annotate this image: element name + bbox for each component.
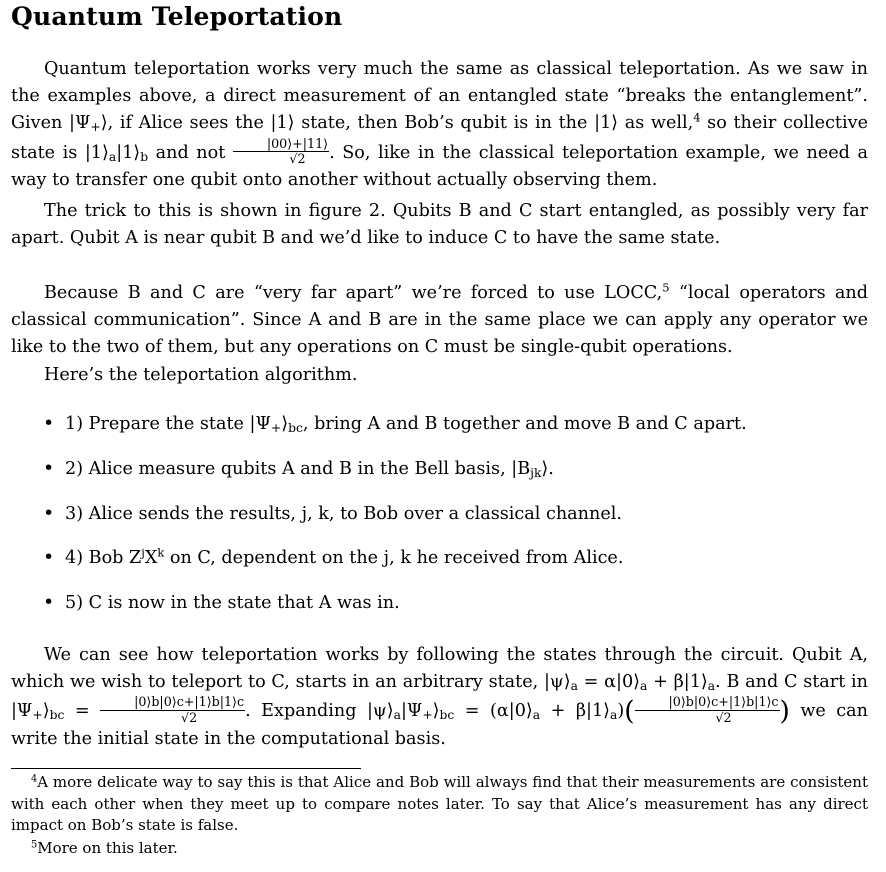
text-span: Because B and C are “very far apart” we’re forced to use LOCC, bbox=[44, 283, 663, 303]
text-span: , bring A and B together and move B and C apart. bbox=[302, 414, 747, 434]
superscript: j bbox=[141, 545, 145, 560]
subscript: a bbox=[610, 708, 618, 723]
subscript: jk bbox=[530, 466, 542, 481]
list-item bbox=[43, 502, 622, 524]
subscript: a bbox=[108, 149, 117, 164]
paren-close: ) bbox=[779, 696, 790, 728]
bullet-icon: • bbox=[43, 412, 55, 434]
text-span: “local operators and classical communication”. Since A and B are in the same place we can apply any operator we like to the two of them, but any operations on C must be single-qubit operations. bbox=[11, 283, 868, 358]
text-span: 3) Alice sends the results, j, k, to Bob over a classical channel. bbox=[65, 504, 622, 524]
fraction-bc-state-expanded bbox=[635, 696, 780, 724]
text-span: + β|1⟩ bbox=[647, 672, 708, 693]
text-span: so their collective state is |1⟩ bbox=[11, 113, 868, 163]
text-span: ⟩ bbox=[432, 701, 440, 722]
paragraph-locc bbox=[11, 280, 868, 362]
bullet-icon: • bbox=[43, 502, 55, 524]
text-span: . So, like in the classical teleportation example, we need a way to transfer one qubit onto another without actually observing them. bbox=[11, 142, 868, 190]
fraction-denominator: √2 bbox=[289, 151, 306, 167]
subscript: a bbox=[393, 708, 401, 723]
text-span: and not bbox=[148, 142, 233, 163]
text-span: ⟩. bbox=[541, 459, 554, 479]
fraction-numerator: |00⟩+|11⟩ bbox=[233, 138, 329, 153]
subscript: b bbox=[140, 149, 149, 164]
text-span: 2) Alice measure qubits A and B in the Bell basis, |B bbox=[65, 459, 531, 479]
text-span: ⟩ bbox=[281, 414, 289, 434]
subscript: + bbox=[422, 708, 433, 723]
fraction-bc-state bbox=[100, 696, 245, 724]
fraction-numerator: |0⟩b|0⟩c+|1⟩b|1⟩c bbox=[635, 696, 780, 711]
list-item bbox=[43, 546, 623, 568]
paragraph-algorithm-intro: Here’s the teleportation algorithm. bbox=[44, 365, 358, 385]
fraction-bell-state bbox=[233, 135, 329, 167]
paragraph-states bbox=[11, 642, 868, 753]
subscript: bc bbox=[439, 708, 455, 723]
footnote-ref-5[interactable]: 5 bbox=[662, 280, 670, 295]
footnote-text: A more delicate way to say this is that Alice and Bob will always find that their measurements are consistent with each other when they meet up to compare notes later. To say that Alice’s measurement has any direct impact on Bob’s state is false. bbox=[11, 773, 868, 834]
text-span: 1) Prepare the state |Ψ bbox=[65, 414, 271, 434]
text-span: We can see how teleportation works by following the states through the circuit. Qubit A, which we wish to teleport to C, starts in an arbitrary state, |ψ⟩ bbox=[11, 645, 868, 693]
section-title: Quantum Teleportation bbox=[11, 2, 343, 31]
text-span: |Ψ bbox=[400, 701, 423, 722]
subscript: a bbox=[707, 679, 716, 694]
fraction-denominator: √2 bbox=[715, 710, 732, 726]
bullet-icon: • bbox=[43, 457, 55, 479]
paragraph-trick: The trick to this is shown in figure 2. Qubits B and C start entangled, as possibly very far apart. Qubit A is near qubit B and we’d like to induce C to have the same state. bbox=[11, 201, 868, 249]
subscript: + bbox=[270, 421, 282, 436]
subscript: + bbox=[90, 120, 101, 135]
text-span: |1⟩ bbox=[116, 142, 141, 163]
footnote-mark: 5 bbox=[31, 839, 38, 851]
bullet-icon: • bbox=[43, 591, 55, 613]
text-span: Quantum teleportation works very much the same as classical teleportation. As we saw in the examples above, a direct measurement of an entangled state “breaks the entanglement”. Given |Ψ bbox=[11, 59, 868, 134]
fraction-denominator: √2 bbox=[181, 710, 198, 726]
text-span: on C, dependent on the j, k he received from Alice. bbox=[164, 548, 624, 568]
subscript: a bbox=[640, 679, 648, 694]
text-span: ⟩, if Alice sees the |1⟩ state, then Bob’s qubit is in the |1⟩ as well, bbox=[100, 113, 694, 134]
fraction-numerator: |0⟩b|0⟩c+|1⟩b|1⟩c bbox=[100, 696, 245, 711]
text-span: X bbox=[144, 548, 158, 568]
text-span: 4) Bob Z bbox=[65, 548, 142, 568]
footnote-divider bbox=[11, 768, 361, 769]
list-item bbox=[43, 457, 554, 479]
footnote-mark: 4 bbox=[31, 773, 38, 785]
paren-open: ( bbox=[624, 696, 635, 728]
text-span: = bbox=[64, 701, 101, 722]
text-span: = α|0⟩ bbox=[577, 672, 641, 693]
footnote-ref-4[interactable]: 4 bbox=[693, 111, 701, 126]
text-span: . Expanding |ψ⟩ bbox=[245, 701, 394, 722]
superscript: k bbox=[157, 545, 165, 560]
text-span: 5) C is now in the state that A was in. bbox=[65, 593, 400, 613]
text-span: we can write the initial state in the computational basis. bbox=[11, 701, 868, 749]
footnote-5 bbox=[11, 838, 868, 860]
subscript: bc bbox=[288, 421, 303, 436]
text-span: = (α|0⟩ bbox=[454, 701, 533, 722]
text-span: . B and C start in |Ψ bbox=[11, 672, 868, 722]
subscript: a bbox=[570, 679, 578, 694]
subscript: bc bbox=[49, 708, 65, 723]
footnote-4 bbox=[11, 772, 868, 837]
bullet-icon: • bbox=[43, 546, 55, 568]
list-item bbox=[43, 591, 400, 613]
subscript: a bbox=[532, 708, 541, 723]
footnote-text: More on this later. bbox=[37, 839, 178, 857]
text-span: ⟩ bbox=[42, 701, 50, 722]
text-span: + β|1⟩ bbox=[540, 701, 610, 722]
text-span: ) bbox=[617, 701, 625, 722]
paragraph-intro bbox=[11, 56, 868, 194]
list-item bbox=[43, 412, 747, 434]
subscript: + bbox=[32, 708, 43, 723]
